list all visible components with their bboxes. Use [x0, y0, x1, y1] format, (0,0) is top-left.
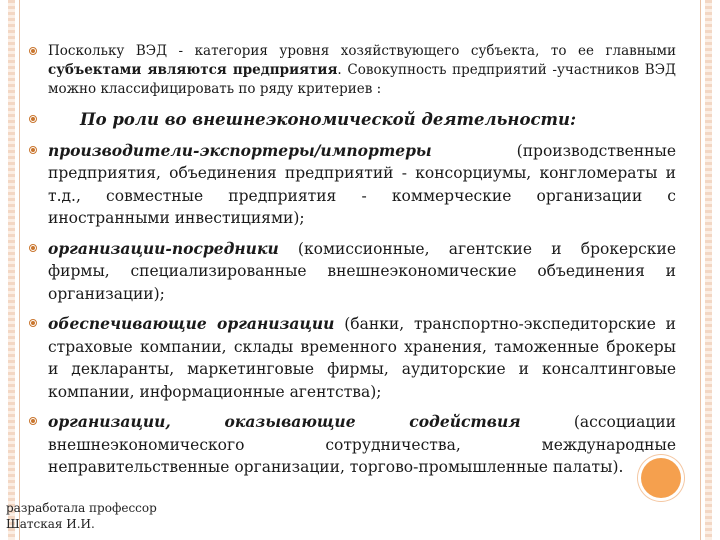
- item-term: организации-посредники: [48, 238, 279, 258]
- author-credit: разработала профессор Шатская И.И.: [6, 501, 157, 531]
- list-item: [28, 411, 676, 479]
- item-term: обеспечивающие организации: [48, 314, 335, 333]
- left-decorative-border: [8, 0, 15, 540]
- bullet-icon: [28, 243, 38, 253]
- item-term: производители-экспортеры/импортеры: [48, 140, 432, 160]
- intro-rest: . Совокупность предприятий -участников ВЭД можно классифицировать по ряду критериев :: [48, 62, 676, 97]
- decorative-circle: [641, 458, 681, 498]
- list-item: [28, 313, 676, 403]
- item-text: (ассоциации внешнеэкономического сотрудничества, международные неправительственные организации, торгово-промышленные палаты).: [48, 413, 677, 476]
- left-border-line: [19, 0, 20, 540]
- item-text: (комиссионные, агентские и брокерские фирмы, специализированные внешнеэкономические объединения и организации);: [48, 239, 676, 303]
- bullet-icon: [28, 46, 38, 56]
- item-text: (производственные предприятия, объединения предприятий - консорциумы, конгломераты и т.д., совместные предприятия - коммерческие организации с иностранными инвестициями);: [48, 141, 676, 227]
- list-item: [28, 238, 676, 306]
- item-term: организации, оказывающие содействия: [48, 412, 521, 431]
- slide-content: [28, 42, 676, 487]
- bullet-icon: [28, 318, 38, 328]
- section-heading: По роли во внешнеэкономической деятельности:: [80, 110, 577, 129]
- heading-item: [28, 109, 676, 132]
- list-item: [28, 140, 676, 230]
- bullet-icon: [28, 114, 38, 124]
- right-decorative-border: [705, 0, 712, 540]
- bullet-icon: [28, 145, 38, 155]
- item-text: (банки, транспортно-экспедиторские и страховые компании, склады временного хранения, таможенные брокеры и декларанты, маркетинговые фирмы, аудиторские и консалтинговые компании, информационные агентства);: [48, 315, 676, 401]
- right-border-line: [700, 0, 701, 540]
- intro-text: Поскольку ВЭД - категория уровня хозяйствующего субъекта, то ее главными: [48, 43, 676, 59]
- bullet-icon: [28, 416, 38, 426]
- intro-paragraph: [28, 42, 676, 99]
- intro-bold: субъектами являются предприятия: [48, 62, 338, 78]
